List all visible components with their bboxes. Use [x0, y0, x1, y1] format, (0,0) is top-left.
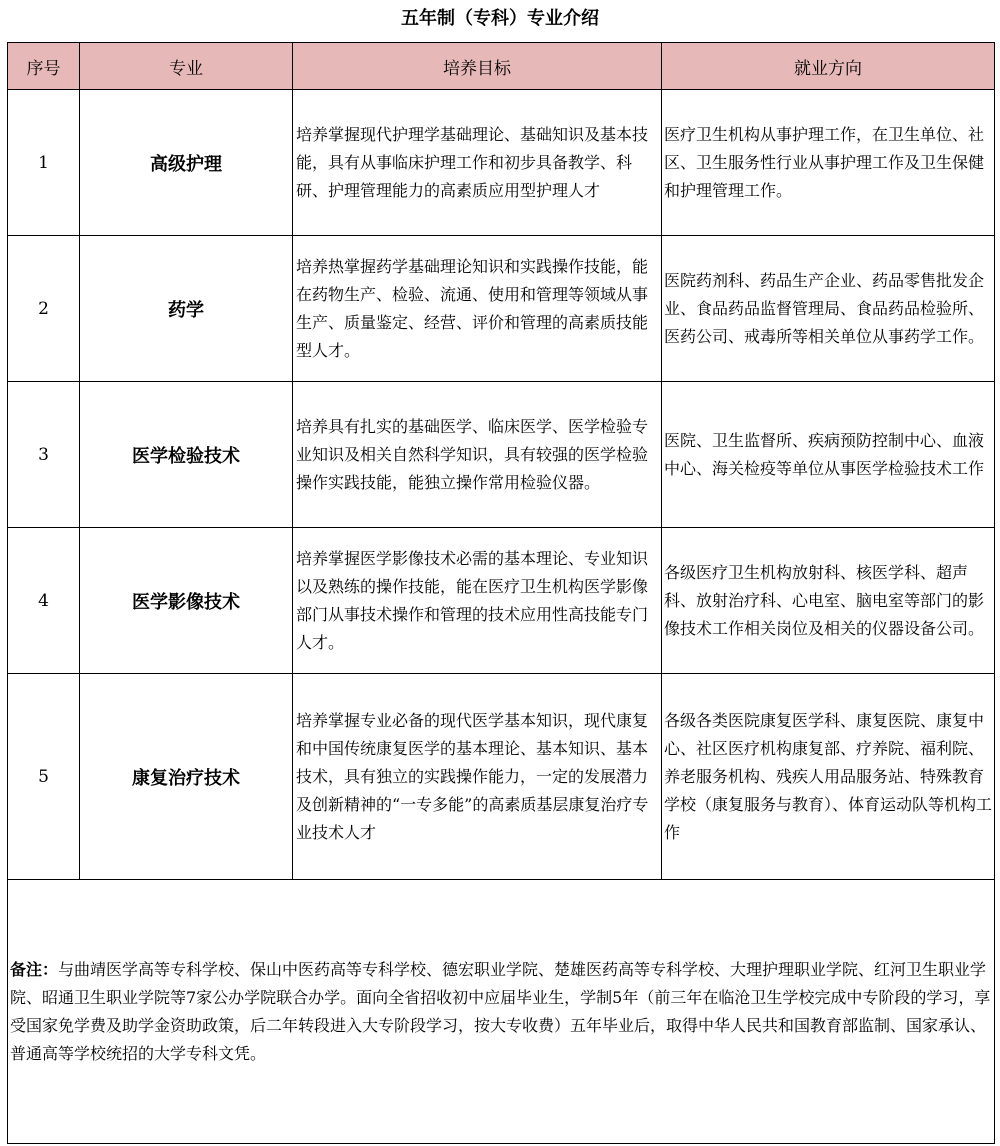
header-employment: 就业方向 [662, 43, 995, 90]
row-seq: 3 [8, 382, 80, 528]
row-major: 康复治疗技术 [80, 674, 293, 880]
table-row [8, 674, 995, 880]
row-goal: 培养掌握医学影像技术必需的基本理论、专业知识以及熟练的操作技能，能在医疗卫生机构医学影像部门从事技术操作和管理的技术应用性高技能专门人才。 [293, 528, 662, 674]
header-seq: 序号 [8, 43, 80, 90]
note-text: 与曲靖医学高等专科学校、保山中医药高等专科学校、德宏职业学院、楚雄医药高等专科学校、大理护理职业学院、红河卫生职业学院、昭通卫生职业学院等7家公办学院联合办学。面向全省招收初中应届毕业生，学制5年（前三年在临沧卫生学校完成中专阶段的学习，享受国家免学费及助学金资助政策，后二年转段进入大专阶段学习，按大专收费）五年毕业后，取得中华人民共和国教育部监制、国家承认、普通高等学校统招的大学专科文凭。 [10, 959, 991, 1063]
row-goal: 培养热掌握药学基础理论知识和实践操作技能，能在药物生产、检验、流通、使用和管理等领域从事生产、质量鉴定、经营、评价和管理的高素质技能型人才。 [293, 236, 662, 382]
row-employment: 医院药剂科、药品生产企业、药品零售批发企业、食品药品监督管理局、食品药品检验所、医药公司、戒毒所等相关单位从事药学工作。 [662, 236, 995, 382]
row-employment: 各级各类医院康复医学科、康复医院、康复中心、社区医疗机构康复部、疗养院、福利院、养老服务机构、残疾人用品服务站、特殊教育学校（康复服务与教育）、体育运动队等机构工作 [662, 674, 995, 880]
note-row [8, 880, 995, 1144]
row-seq: 1 [8, 90, 80, 236]
row-major: 医学检验技术 [80, 382, 293, 528]
row-employment: 各级医疗卫生机构放射科、核医学科、超声科、放射治疗科、心电室、脑电室等部门的影像技术工作相关岗位及相关的仪器设备公司。 [662, 528, 995, 674]
header-goal: 培养目标 [293, 43, 662, 90]
row-goal: 培养掌握专业必备的现代医学基本知识，现代康复和中国传统康复医学的基本理论、基本知识、基本技术，具有独立的实践操作能力，一定的发展潜力及创新精神的“一专多能”的高素质基层康复治疗专业技术人才 [293, 674, 662, 880]
row-goal: 培养具有扎实的基础医学、临床医学、医学检验专业知识及相关自然科学知识，具有较强的医学检验操作实践技能，能独立操作常用检验仪器。 [293, 382, 662, 528]
row-employment: 医院、卫生监督所、疾病预防控制中心、血液中心、海关检疫等单位从事医学检验技术工作 [662, 382, 995, 528]
majors-table [7, 42, 995, 1144]
note-label: 备注： [10, 959, 59, 979]
page-title: 五年制（专科）专业介绍 [401, 8, 599, 29]
row-seq: 4 [8, 528, 80, 674]
row-major: 药学 [80, 236, 293, 382]
table-row [8, 90, 995, 236]
header-major: 专业 [80, 43, 293, 90]
row-seq: 2 [8, 236, 80, 382]
note-cell [8, 880, 995, 1144]
table-row [8, 382, 995, 528]
row-major: 医学影像技术 [80, 528, 293, 674]
table-row [8, 528, 995, 674]
table-header-row [8, 43, 995, 90]
row-major: 高级护理 [80, 90, 293, 236]
row-goal: 培养掌握现代护理学基础理论、基础知识及基本技能，具有从事临床护理工作和初步具备教学、科研、护理管理能力的高素质应用型护理人才 [293, 90, 662, 236]
table-row [8, 236, 995, 382]
row-seq: 5 [8, 674, 80, 880]
row-employment: 医疗卫生机构从事护理工作，在卫生单位、社区、卫生服务性行业从事护理工作及卫生保健和护理管理工作。 [662, 90, 995, 236]
